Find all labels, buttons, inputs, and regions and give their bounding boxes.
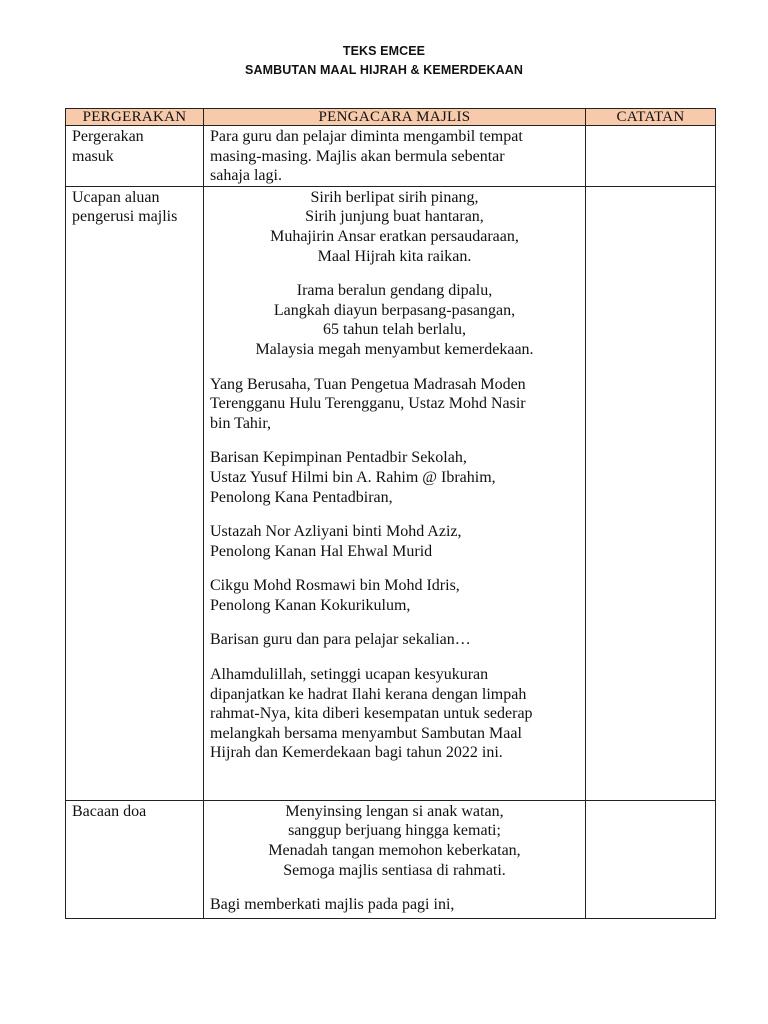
table-row	[66, 186, 716, 800]
script-line: Sirih junjung buat hantaran,	[305, 208, 484, 226]
pergerakan-cell	[66, 800, 204, 918]
document-subtitle: SAMBUTAN MAAL HIJRAH & KEMERDEKAAN	[245, 63, 523, 77]
script-paragraph	[210, 375, 579, 434]
table-row	[66, 126, 716, 187]
pergerakan-text: Pergerakan	[72, 128, 144, 145]
script-line: Sirih berlipat sirih pinang,	[310, 188, 479, 206]
script-line: Barisan Kepimpinan Pentadbir Sekolah,	[210, 449, 467, 467]
script-line: bin Tahir,	[210, 414, 272, 432]
script-paragraph	[210, 630, 579, 650]
pengacara-majlis-cell	[204, 800, 586, 918]
script-line: sahaja lagi.	[210, 167, 282, 185]
script-line: Bagi memberkati majlis pada pagi ini,	[210, 896, 455, 914]
script-line: Terengganu Hulu Terengganu, Ustaz Mohd Nasir	[210, 395, 526, 413]
script-paragraph	[210, 522, 579, 561]
document-title: TEKS EMCEE	[342, 44, 426, 58]
script-line: Semoga majlis sentiasa di rahmati.	[283, 861, 506, 879]
script-line: Langkah diayun berpasang-pasangan,	[273, 301, 516, 319]
script-line: Penolong Kanan Kokurikulum,	[210, 596, 411, 614]
script-paragraph	[210, 448, 579, 507]
script-line: Penolong Kana Pentadbiran,	[210, 488, 393, 506]
pergerakan-cell	[66, 186, 204, 800]
pergerakan-text: Bacaan doa	[72, 802, 147, 820]
script-line: Maal Hijrah kita raikan.	[317, 247, 472, 265]
script-line: Penolong Kanan Hal Ehwal Murid	[210, 542, 433, 560]
script-line: Alhamdulillah, setinggi ucapan kesyukuran	[210, 666, 489, 684]
table-body	[66, 126, 716, 919]
pengacara-majlis-cell	[204, 126, 586, 187]
script-line: Malaysia megah menyambut kemerdekaan.	[255, 340, 534, 358]
catatan-cell	[586, 186, 716, 800]
table-row	[66, 800, 716, 918]
pergerakan-text: pengerusi majlis	[72, 208, 178, 226]
script-line: melangkah bersama menyambut Sambutan Maal	[210, 724, 522, 742]
script-line: rahmat-Nya, kita diberi kesempatan untuk sederap	[210, 705, 533, 723]
pengacara-majlis-cell	[204, 186, 586, 800]
script-line: sanggup berjuang hingga kemati;	[288, 822, 501, 840]
emcee-script-table	[65, 108, 716, 919]
column-header-pergerakan: PERGERAKAN	[66, 109, 204, 126]
script-line: Ustazah Nor Azliyani binti Mohd Aziz,	[210, 523, 462, 541]
script-line: Muhajirin Ansar eratkan persaudaraan,	[270, 227, 519, 245]
script-line: Ustaz Yusuf Hilmi bin A. Rahim @ Ibrahim,	[210, 468, 496, 486]
pantun-stanza	[210, 281, 579, 359]
script-line: masing-masing. Majlis akan bermula sebentar	[210, 147, 505, 165]
column-header-pengacara-majlis: PENGACARA MAJLIS	[204, 109, 586, 126]
pergerakan-cell	[66, 126, 204, 187]
table-header-row	[66, 109, 716, 126]
pergerakan-text: masuk	[72, 147, 114, 165]
script-line: Menyinsing lengan si anak watan,	[285, 802, 504, 820]
script-line: dipanjatkan ke hadrat Ilahi kerana dengan limpah	[210, 685, 527, 703]
script-line: Yang Berusaha, Tuan Pengetua Madrasah Moden	[210, 375, 526, 393]
script-paragraph	[210, 127, 579, 186]
script-paragraph	[210, 665, 579, 763]
script-line: Hijrah dan Kemerdekaan bagi tahun 2022 ini.	[210, 744, 503, 762]
script-paragraph	[210, 576, 579, 615]
column-header-catatan: CATATAN	[586, 109, 716, 126]
script-line: 65 tahun telah berlalu,	[322, 321, 467, 339]
pantun-stanza	[210, 188, 579, 266]
script-line: Para guru dan pelajar diminta mengambil tempat	[210, 128, 523, 145]
catatan-cell	[586, 800, 716, 918]
script-line: Cikgu Mohd Rosmawi bin Mohd Idris,	[210, 577, 460, 595]
script-line: Irama beralun gendang dipalu,	[296, 282, 493, 300]
pantun-stanza	[210, 802, 579, 880]
pergerakan-text: Ucapan aluan	[72, 188, 160, 206]
script-line: Barisan guru dan para pelajar sekalian…	[210, 631, 471, 649]
script-paragraph	[210, 895, 579, 915]
catatan-cell	[586, 126, 716, 187]
script-line: Menadah tangan memohon keberkatan,	[268, 841, 521, 859]
